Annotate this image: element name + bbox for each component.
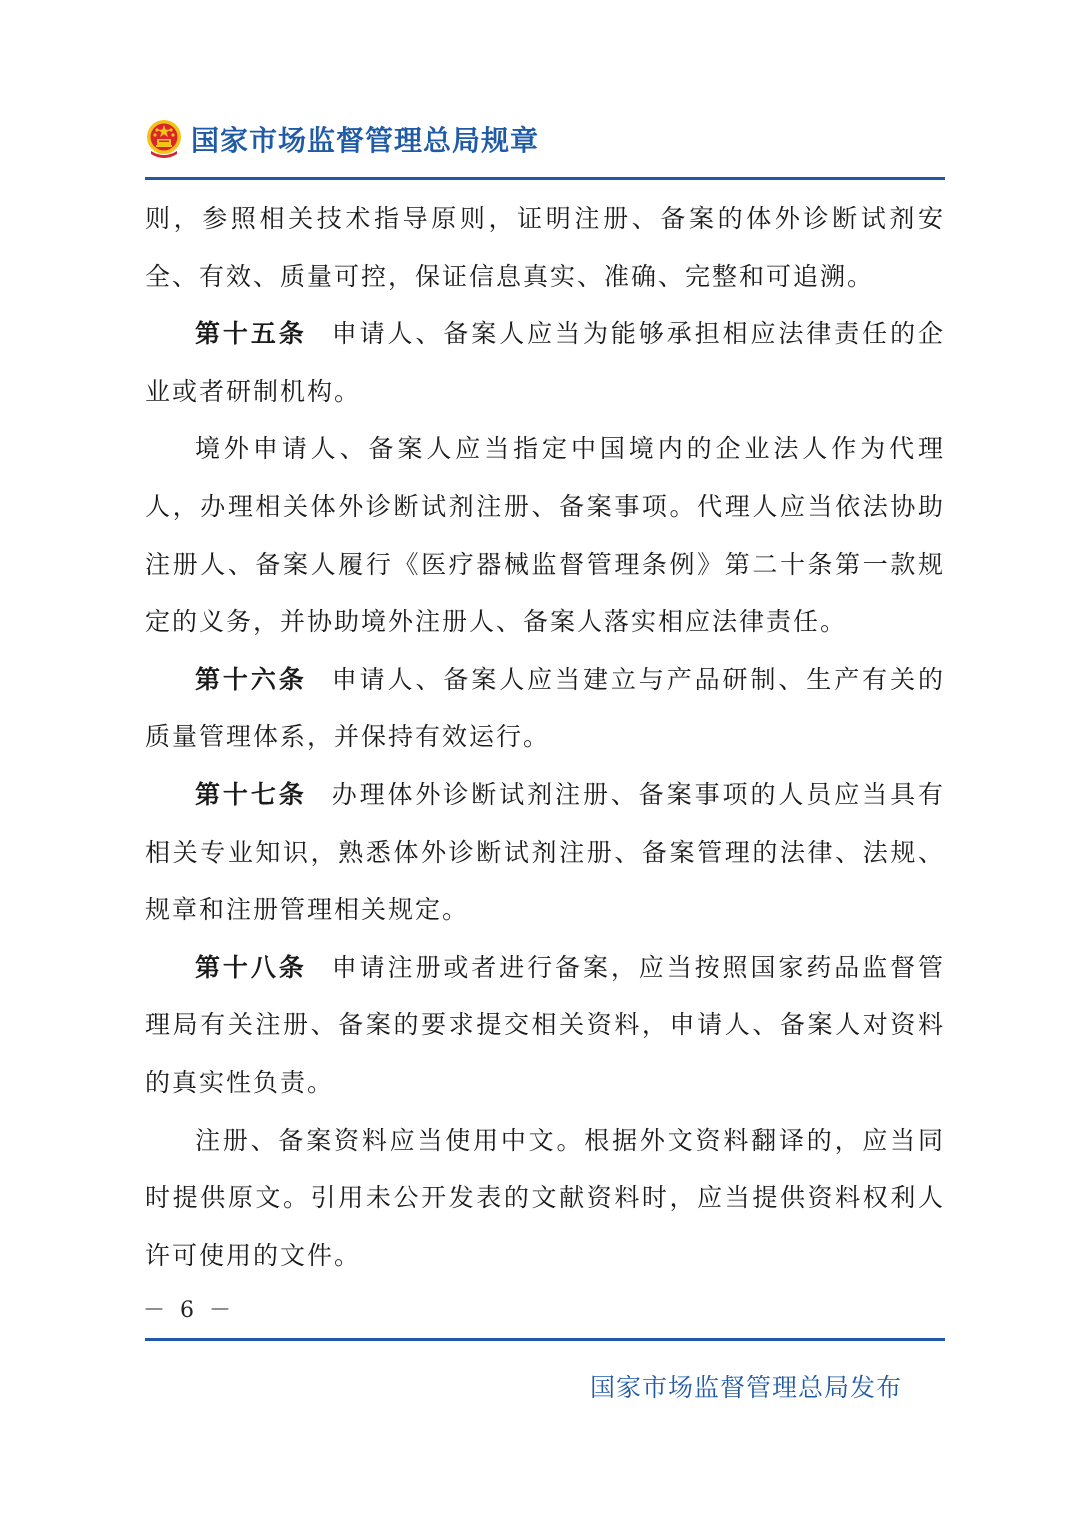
article-paragraph: [145, 651, 945, 766]
document-body: [145, 190, 945, 1284]
footer-publisher: 国家市场监督管理总局发布: [589, 1373, 902, 1402]
article-paragraph: [145, 305, 945, 420]
page-header: [145, 116, 539, 162]
header-title: 国家市场监督管理总局规章: [191, 124, 540, 157]
article-number: 第十七条: [195, 779, 307, 809]
article-paragraph: [145, 939, 945, 1112]
paragraph-text: 境外申请人、备案人应当指定中国境内的企业法人作为代理人，办理相关体外诊断试剂注册、备案事项。代理人应当依法协助注册人、备案人履行《医疗器械监督管理条例》第二十条第一款规定的义务，并协助境外注册人、备案人落实相应法律责任。: [145, 434, 945, 637]
paragraph-text: 办理体外诊断试剂注册、备案事项的人员应当具有相关专业知识，熟悉体外诊断试剂注册、备案管理的法律、法规、规章和注册管理相关规定。: [145, 779, 945, 925]
header-divider: [145, 177, 945, 180]
article-number: 第十六条: [195, 664, 307, 694]
article-number: 第十八条: [195, 952, 307, 982]
national-emblem-icon: [145, 118, 183, 160]
article-number: 第十五条: [195, 319, 307, 349]
paragraph-text: 注册、备案资料应当使用中文。根据外文资料翻译的，应当同时提供原文。引用未公开发表的文献资料时，应当提供资料权利人许可使用的文件。: [145, 1125, 945, 1270]
paragraph-text: 则，参照相关技术指导原则，证明注册、备案的体外诊断试剂安全、有效、质量可控，保证信息真实、准确、完整和可追溯。: [145, 204, 945, 291]
page-number: － 6 －: [143, 1298, 235, 1323]
paragraph-text: 申请人、备案人应当为能够承担相应法律责任的企业或者研制机构。: [145, 319, 945, 406]
paragraph-text: 申请人、备案人应当建立与产品研制、生产有关的质量管理体系，并保持有效运行。: [145, 664, 945, 752]
paragraph: [145, 420, 945, 650]
footer-divider: [145, 1338, 945, 1341]
paragraph: [145, 190, 945, 305]
paragraph: [145, 1112, 945, 1285]
paragraph-text: 申请注册或者进行备案，应当按照国家药品监督管理局有关注册、备案的要求提交相关资料，申请人、备案人对资料的真实性负责。: [145, 952, 945, 1097]
article-paragraph: [145, 766, 945, 939]
